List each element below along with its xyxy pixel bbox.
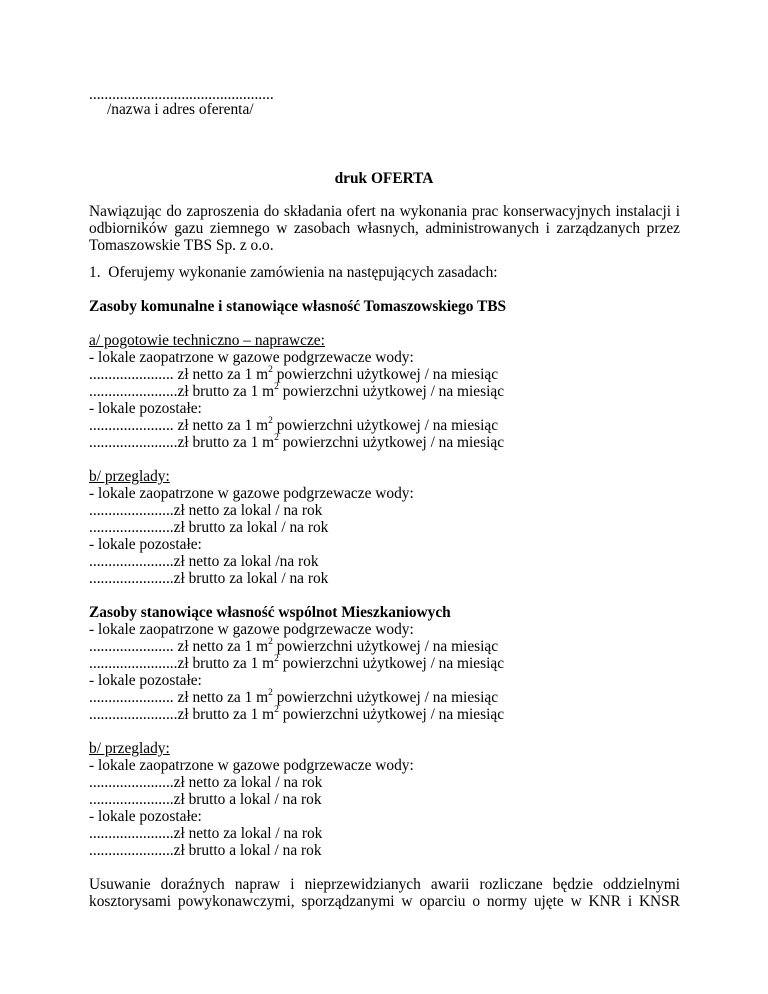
section1-heading: Zasoby komunalne i stanowiące własność Tomaszowskiego TBS: [89, 298, 507, 315]
section2-a-line: [89, 706, 504, 723]
intro-line-1: Nawiązując do zaproszenia do składania ofert na wykonania prac konserwacyjnych instalacji i: [89, 203, 680, 220]
section2-a-line: - lokale zaopatrzone w gazowe podgrzewacze wody:: [89, 621, 414, 638]
price-dots: .......................zł brutto za 1 m: [89, 383, 275, 400]
section2-b-line: - lokale zaopatrzone w gazowe podgrzewacze wody:: [89, 757, 414, 774]
superscript: 2: [268, 364, 273, 375]
section1-b-heading: b/ przeglady:: [89, 468, 170, 485]
intro-line-3: Tomaszowskie TBS Sp. z o.o.: [89, 237, 274, 254]
section1-b-line: - lokale zaopatrzone w gazowe podgrzewacze wody:: [89, 485, 414, 502]
section2-a-line: - lokale pozostałe:: [89, 672, 202, 689]
superscript: 2: [274, 653, 279, 664]
price-dots: ...................... zł netto za 1 m: [89, 417, 269, 434]
footer-paragraph: [89, 876, 680, 910]
superscript: 2: [268, 687, 273, 698]
price-dots: .......................zł brutto za 1 m: [89, 434, 275, 451]
intro-paragraph: [89, 203, 680, 254]
section1-a-line: [89, 383, 504, 400]
section1-a-line: - lokale zaopatrzone w gazowe podgrzewacze wody:: [89, 349, 414, 366]
section1-b-line: ......................zł netto za lokal /na rok: [89, 553, 319, 570]
price-dots: .......................zł brutto za 1 m: [89, 655, 275, 672]
section2-a-line: [89, 638, 498, 655]
section1-a-line: [89, 366, 498, 383]
unit-text: powierzchni użytkowej / na miesiąc: [278, 383, 505, 400]
section2-b-heading: b/ przeglady:: [89, 740, 170, 757]
section1-b-line: ......................zł brutto za lokal / na rok: [89, 570, 329, 587]
section1-a-line: - lokale pozostałe:: [89, 400, 202, 417]
section1-a-line: [89, 417, 498, 434]
superscript: 2: [268, 415, 273, 426]
section2-a-line: [89, 655, 504, 672]
section2-b-line: ......................zł netto za lokal / na rok: [89, 774, 323, 791]
superscript: 2: [274, 432, 279, 443]
unit-text: powierzchni użytkowej / na miesiąc: [272, 417, 499, 434]
price-dots: .......................zł brutto za 1 m: [89, 706, 275, 723]
section2-b-line: ......................zł netto za lokal / na rok: [89, 825, 323, 842]
oferent-dots-line: ................................................: [89, 86, 274, 103]
point-1: 1. Oferujemy wykonanie zamówienia na następujących zasadach:: [89, 264, 498, 281]
superscript: 2: [274, 381, 279, 392]
unit-text: powierzchni użytkowej / na miesiąc: [272, 638, 499, 655]
section2-b-line: - lokale pozostałe:: [89, 808, 202, 825]
section1-a-line: [89, 434, 504, 451]
intro-line-2: odbiorników gazu ziemnego w zasobach własnych, administrowanych i zarządzanych przez: [89, 220, 680, 237]
section1-b-line: ......................zł brutto za lokal / na rok: [89, 519, 329, 536]
section1-a-heading: a/ pogotowie techniczno – naprawcze:: [89, 332, 325, 349]
superscript: 2: [268, 636, 273, 647]
footer-line-1: Usuwanie doraźnych napraw i nieprzewidzianych awarii rozliczane będzie oddzielnymi: [89, 876, 680, 893]
section2-b-line: ......................zł brutto a lokal / na rok: [89, 791, 322, 808]
section1-b-line: ......................zł netto za lokal / na rok: [89, 502, 323, 519]
footer-line-2: kosztorysami powykonawczymi, sporządzanymi w oparciu o normy ujęte w KNR i KNSR: [89, 893, 680, 910]
superscript: 2: [274, 704, 279, 715]
section1-b-line: - lokale pozostałe:: [89, 536, 202, 553]
price-dots: ...................... zł netto za 1 m: [89, 366, 269, 383]
unit-text: powierzchni użytkowej / na miesiąc: [278, 655, 505, 672]
unit-text: powierzchni użytkowej / na miesiąc: [272, 689, 499, 706]
oferent-label: /nazwa i adres oferenta/: [107, 101, 254, 118]
section2-b-line: ......................zł brutto a lokal / na rok: [89, 842, 322, 859]
unit-text: powierzchni użytkowej / na miesiąc: [278, 706, 505, 723]
document-title: druk OFERTA: [334, 170, 434, 187]
section2-heading: Zasoby stanowiące własność wspólnot Mieszkaniowych: [89, 604, 451, 621]
unit-text: powierzchni użytkowej / na miesiąc: [278, 434, 505, 451]
price-dots: ...................... zł netto za 1 m: [89, 689, 269, 706]
price-dots: ...................... zł netto za 1 m: [89, 638, 269, 655]
section2-a-line: [89, 689, 498, 706]
unit-text: powierzchni użytkowej / na miesiąc: [272, 366, 499, 383]
